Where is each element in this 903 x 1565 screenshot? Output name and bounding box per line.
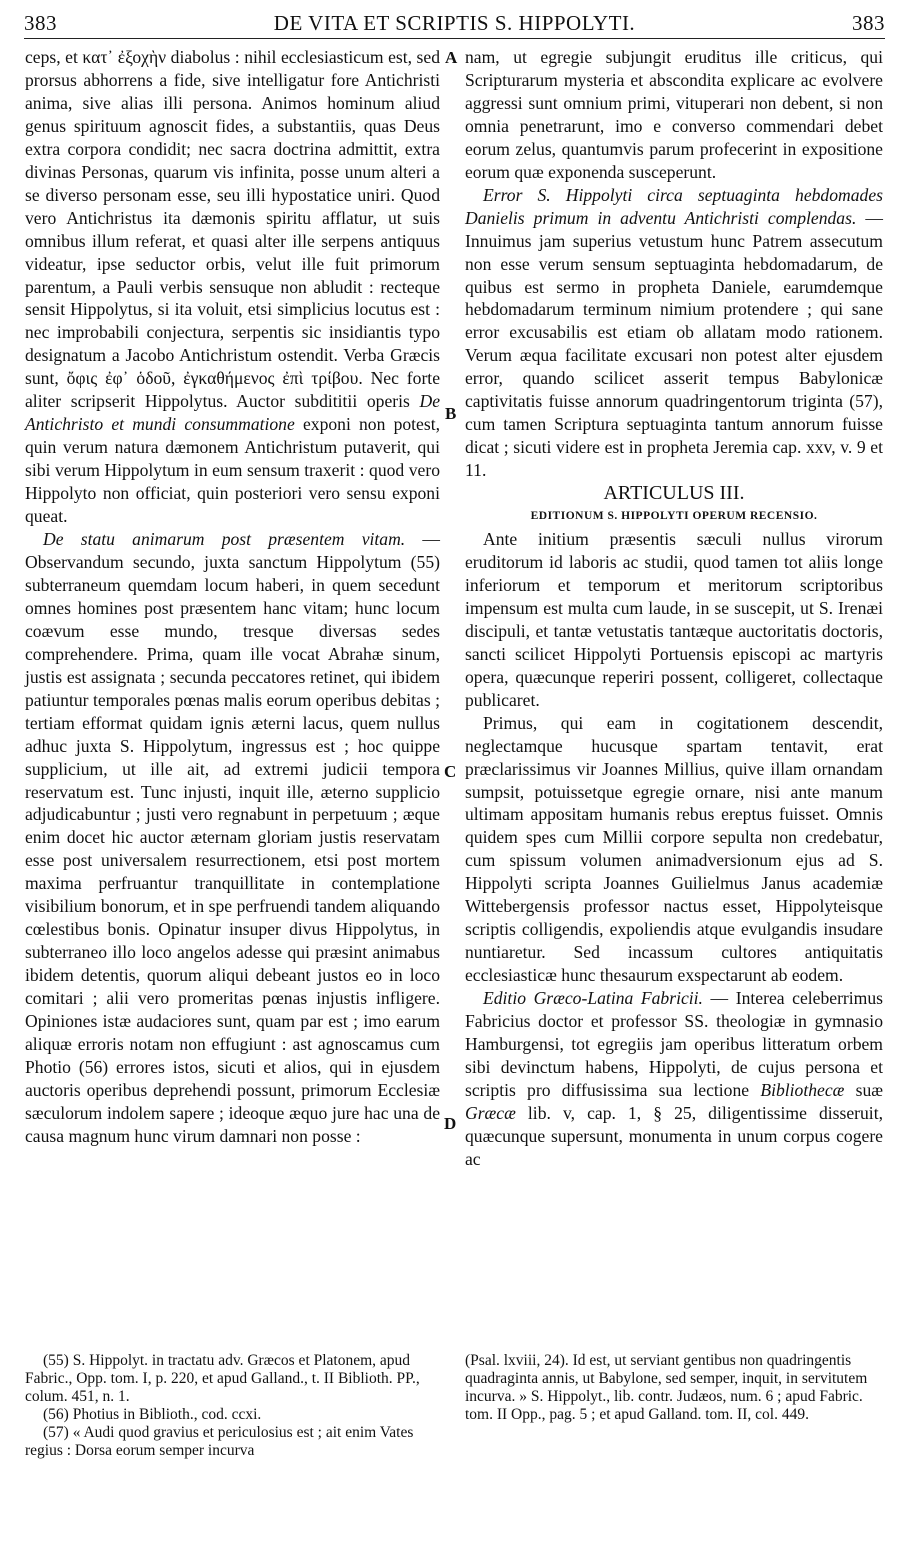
footnotes-left <box>25 1352 440 1460</box>
section-marker-d: D <box>444 1114 457 1133</box>
footnote-56: (56) Photius in Biblioth., cod. ccxi. <box>43 1406 262 1423</box>
paragraph: Error S. Hippolyti circa septuaginta hebdomades Danielis primum in adventu Antichristi complendas. — Innuimus jam superius vetustum hunc Patrem assecutum non esse verum sensum septuaginta hebdomadarum, de quibus est sermo in propheta Daniele, earumdemque hebdomadarum terminum nimium protendere ; qui sane error excusabilis est etiam ob allatam modo rationem. Verum æqua facilitate excusari non potest alter ejusdem error, quando scilicet asserit tempus Babylonicæ captivitatis fuisse annorum quadringentorum triginta (57), cum tamen Scriptura septuaginta tantum annorum fuisse dicat ; sicuti videre est in propheta Jeremia cap. xxv, v. 9 et 11. <box>465 184 883 481</box>
footnote-55: (55) S. Hippolyt. in tractatu adv. Græcos et Platonem, apud Fabric., Opp. tom. I, p. 220, et apud Galland., t. II Biblioth. PP., colum. 451, n. 1. <box>25 1352 420 1405</box>
right-column <box>465 46 883 1171</box>
footnote-57-continued: (Psal. lxviii, 24). Id est, ut serviant gentibus non quadringentis quadraginta annis, ut Babylone, sed semper, inquit, in servitutem incurva. » S. Hippolyt., lib. contr. Judæos, num. 6 ; apud Fabric. tom. II Opp., pag. 5 ; et apud Galland. tom. II, col. 449. <box>465 1352 868 1423</box>
page-number-right: 383 <box>851 10 885 35</box>
paragraph: Primus, qui eam in cogitationem descendit, neglectamque hucusque spartam tentavit, erat præclarissimus vir Joannes Millius, quive illam ornandam sumpsit, potuissetque egregie ornare, nisi ante manum ultimam appositam humanis rebus ereptus fuisset. Omnis quidem spes cum Millii corpore sepulta non credebatur, cum spissum volumen animadversionum ejus ad S. Hippolyti scripta Joannes Guilielmus Janus academiæ Wittebergensis professor nactus esset, Hippolyteisque scriptis colligendis, expoliendis atque evulgandis insudare nuntiaretur. Sed incassum cultores antiquitatis ecclesiasticæ hunc thesaurum exspectarunt ab eodem. <box>465 712 883 986</box>
section-marker-a: A <box>445 48 458 67</box>
paragraph-heading: Error S. Hippolyti circa septuaginta hebdomades Danielis primum in adventu Antichristi complendas. <box>465 184 883 228</box>
running-title: DE VITA ET SCRIPTIS S. HIPPOLYTI. <box>273 10 636 35</box>
paragraph-heading: Editio Græco-Latina Fabricii. <box>483 988 703 1009</box>
paragraph: Ante initium præsentis sæculi nullus virorum eruditorum id laboris ac studii, quod tamen tot aliis longe inferiorum et temporum et meritorum scriptoribus impensum est multa cum laude, in se suscepit, ut S. Irenæi discipuli, et tantæ vetustatis tantæque auctoritatis doctoris, sancti scilicet Hippolyti Portuensis episcopi ac martyris opera, quæcunque reperiri possent, colligeret, collectaque publicaret. <box>465 529 883 710</box>
paragraph: nam, ut egregie subjungit eruditus ille criticus, qui Scripturarum mysteria et abscondita explicare ac evolvere aggressi sunt omnium primi, vituperari non debent, si non omnia penetrarunt, imo e converso commendari debet eorum zelus, quantumvis parum profecerint in expositione eorum quæ exponenda susceperunt. <box>465 47 883 182</box>
article-subtitle: EDITIONUM S. HIPPOLYTI OPERUM RECENSIO. <box>530 510 818 523</box>
left-column <box>25 46 440 1148</box>
header-rule <box>24 38 885 39</box>
article-title: ARTICULUS III. <box>603 482 745 505</box>
section-marker-b: B <box>445 404 457 423</box>
running-header <box>24 6 885 40</box>
paragraph-heading: De statu animarum post præsentem vitam. <box>43 529 406 550</box>
page-number-left: 383 <box>24 10 57 35</box>
footnotes-right <box>465 1352 883 1424</box>
section-marker-c: C <box>444 762 457 781</box>
paragraph: ceps, et κατ᾿ ἐξοχὴν diabolus : nihil ecclesiasticum est, sed prorsus abhorrens a fide, sive intelligatur fore Antichristi anima, sive alias illi persona. Animos hominum aliud genus spirituum agnoscit fides, a substantiis, quas Deus extra corpora condidit; nec sacra doctrina admittit, extra divinas Personas, quarum vis infinita, posse unum alteri a se diverso personam esse, seu illi hypostatice uniri. Quod vero Antichristus ita dæmonis spiritu afflatur, ut suis omnibus illum referat, et quasi alter ille serpens antiquus videatur, ipse seductor orbis, velut ille fuit primorum parentum, a Pauli verbis sensuque non abludit : recteque sensit Hippolytus, si ita voluit, etsi simplicius locutus est : nec improbabili conjectura, serpentis sic insidiantis typo designatum a Jacobo Antichristum ostendit. Verba Græcis sunt, ὄφις ἐφ᾿ ὁδοῦ, ἐγκαθήμενος ἐπὶ τρίβου. Nec forte aliter scripserit Hippolytus. Auctor subdititii operis De Antichristo et mundi consummatione exponi non potest, quin verum natura dæmonem Antichristum putaverit, qui sibi verum Hippolytum in eum sensum traxerit : quod vero Hippolyto non officiat, quin posteriori vero sensu exponi queat. <box>25 47 440 527</box>
paragraph: De statu animarum post præsentem vitam. — Observandum secundo, juxta sanctum Hippolytum (55) subterraneum quemdam locum haberi, in quem secedunt omnes homines post præsentem hanc vitam; hunc locum coævum esse mundo, tresque diversas sedes comprehendere. Prima, quam ille vocat Abrahæ sinum, justis est assignata ; secunda peccatores retinet, qui ibidem patiuntur temporales pœnas malis eorum operibus debitas ; tertiam efformat quidam ignis æterni lacus, quem nullus adhuc juxta S. Hippolytum, ingressus est ; hoc quippe supplicium, ut ille ait, ad extremi judicii tempora reservatum est. Tunc injusti, inquit ille, æterno supplicio adjudicabuntur ; justi vero regnabunt in perpetuum ; æque enim docet hic auctor æternam gloriam justis reservatam esse post universalem resurrectionem, etsi post mortem maxima perfruantur tranquillitate in contemplatione visibilium bonorum, et in spe perfruendi tandem aliquando cœlestibus bonis. Opinatur insuper divus Hippolytus, in subterraneo illo loco angelos adesse qui præsint animabus ibidem detentis, quorum aliqui debeant justos eo in loco comitari ; alii vero promeritas pœnas injustis infligere. Opiniones istæ audaciores sunt, quam par est ; imo earum aliquæ erroris notam non effugiunt : ast agnoscamus cum Photio (56) errores istos, sicuti et alios, qui in ejusdem auctoris operibus deprehendi possunt, primorum Ecclesiæ sæculorum indolem sapere ; ideoque æquo jure hac una de causa magnum hunc virum damnari non posse : <box>25 529 440 1146</box>
paragraph: Editio Græco-Latina Fabricii. — Interea celeberrimus Fabricius doctor et professor SS. theologiæ in gymnasio Hamburgensi, tot egregiis jam operibus litteratum orbem sibi devinctum habens, Hippolyti, de cujus persona et scriptis pro diffusissima sua lectione Bibliothecæ suæ Græcæ lib. v, cap. 1, § 25, diligentissime disseruit, quæcunque supersunt, monumenta in unum corpus cogere ac <box>465 988 884 1169</box>
footnote-57: (57) « Audi quod gravius et periculosius est ; ait enim Vates regius : Dorsa eorum semper incurva <box>25 1424 414 1459</box>
